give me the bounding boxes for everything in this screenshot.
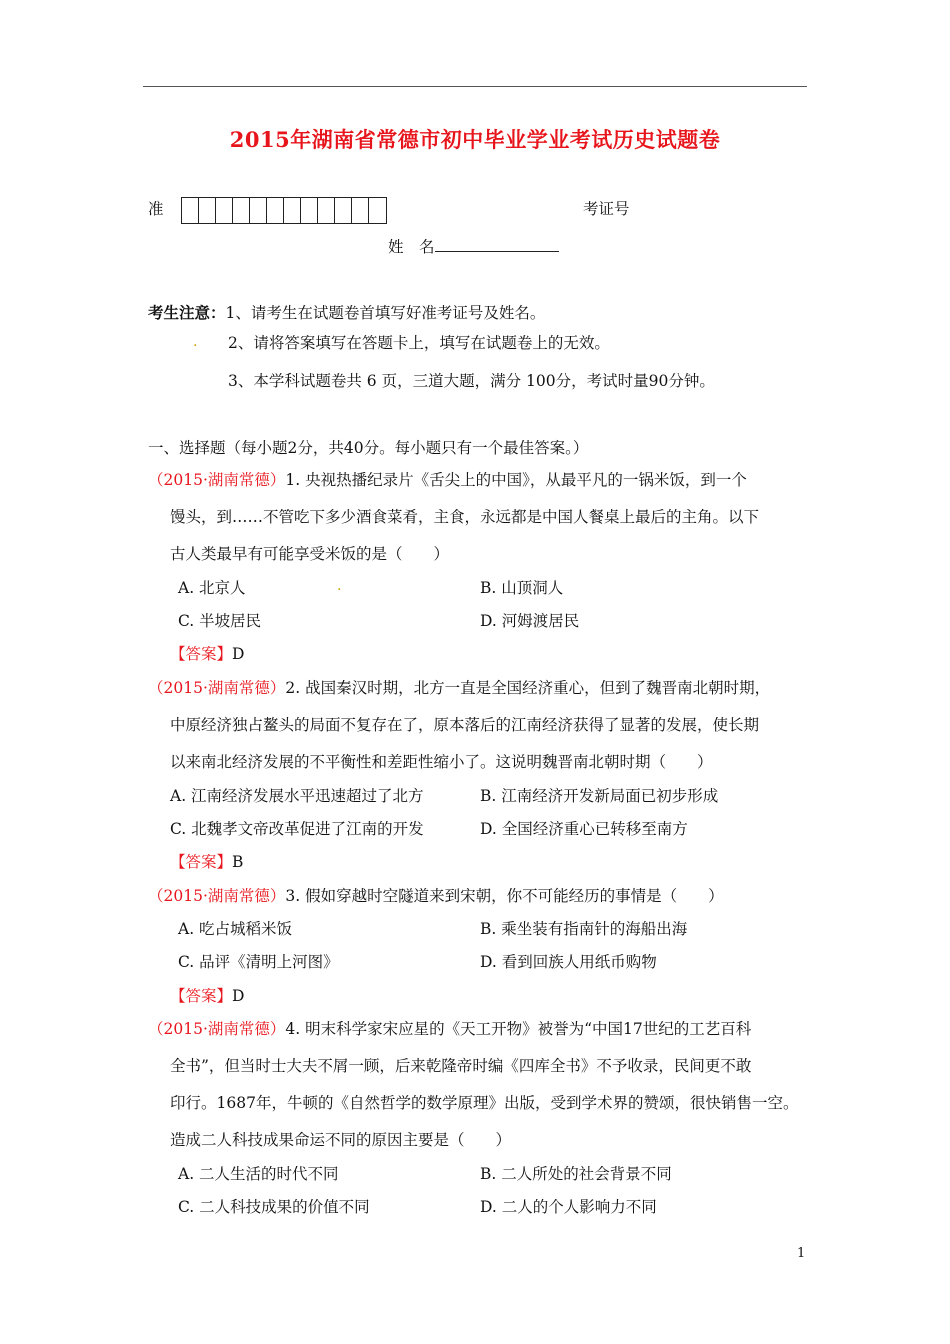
notice-line-1 (148, 301, 545, 323)
question-source: （2015·湖南常德） (148, 471, 286, 489)
option-d[interactable]: D. 全国经济重心已转移至南方 (480, 820, 688, 838)
question-source: （2015·湖南常德） (148, 1020, 286, 1038)
stray-dot: . (193, 334, 198, 350)
digit-box[interactable] (216, 198, 233, 223)
question-text: 3. 假如穿越时空隧道来到宋朝，你不可能经历的事情是（ ） (285, 887, 724, 905)
digit-box[interactable] (352, 198, 369, 223)
answer-value: B (232, 853, 244, 871)
answer-label: 【答案】 (170, 987, 233, 1005)
question-text: 4. 明末科学家宋应星的《天工开物》被誉为“中国17世纪的工艺百科 (285, 1020, 752, 1038)
question-source: （2015·湖南常德） (148, 679, 286, 697)
digit-box[interactable] (199, 198, 216, 223)
option-d[interactable]: D. 河姆渡居民 (480, 612, 580, 630)
question-text: 古人类最早有可能享受米饭的是（ ） (170, 545, 450, 563)
option-d[interactable]: D. 二人的个人影响力不同 (480, 1198, 657, 1216)
answer-value: D (232, 645, 245, 663)
option-c[interactable]: C. 半坡居民 (178, 612, 262, 630)
question-1-line (148, 468, 747, 490)
digit-box[interactable] (284, 198, 301, 223)
option-d[interactable]: D. 看到回族人用纸币购物 (480, 953, 657, 971)
option-a[interactable]: A. 江南经济发展水平迅速超过了北方 (170, 787, 424, 805)
name-underline[interactable] (435, 237, 559, 252)
zhun-label: 准 (148, 200, 164, 218)
answer-label: 【答案】 (170, 853, 233, 871)
header-rule (143, 86, 807, 87)
question-text: 造成二人科技成果命运不同的原因主要是（ ） (170, 1131, 512, 1149)
answer-line (170, 642, 244, 664)
digit-box[interactable] (250, 198, 267, 223)
name-label: 姓 名 (388, 238, 435, 256)
question-3-line (148, 884, 724, 906)
question-text: 中原经济独占鳌头的局面不复存在了，原本落后的江南经济获得了显著的发展，使长期 (170, 716, 760, 734)
kaozheng-label: 考证号 (583, 200, 630, 218)
option-a[interactable]: A. 北京人 (178, 579, 246, 597)
question-text: 馒头，到……不管吃下多少酒食菜肴，主食，永远都是中国人餐桌上最后的主角。以下 (170, 508, 760, 526)
option-a[interactable]: A. 二人生活的时代不同 (178, 1165, 339, 1183)
digit-box[interactable] (233, 198, 250, 223)
question-4-line (148, 1017, 751, 1039)
digit-box[interactable] (267, 198, 284, 223)
digit-box[interactable] (182, 198, 199, 223)
question-text: 以来南北经济发展的不平衡性和差距性缩小了。这说明魏晋南北朝时期（ ） (170, 753, 713, 771)
option-c[interactable]: C. 二人科技成果的价值不同 (178, 1198, 370, 1216)
question-text: 印行。1687年，牛顿的《自然哲学的数学原理》出版，受到学术界的赞颂，很快销售一空。 (170, 1094, 799, 1112)
question-text: 2. 战国秦汉时期，北方一直是全国经济重心，但到了魏晋南北朝时期， (285, 679, 771, 697)
answer-value: D (232, 987, 245, 1005)
option-b[interactable]: B. 山顶洞人 (480, 579, 564, 597)
exam-number-boxes[interactable] (181, 197, 387, 224)
digit-box[interactable] (369, 198, 386, 223)
question-2-line (148, 676, 770, 698)
notice-item: 2、请将答案填写在答题卡上，填写在试题卷上的无效。 (228, 334, 610, 352)
question-text: 全书”，但当时士大夫不屑一顾，后来乾隆帝时编《四库全书》不予收录，民间更不敢 (170, 1057, 752, 1075)
option-b[interactable]: B. 二人所处的社会背景不同 (480, 1165, 672, 1183)
option-a[interactable]: A. 吃占城稻米饭 (178, 920, 293, 938)
answer-line (170, 850, 243, 872)
page-title: 2015年湖南省常德市初中毕业学业考试历史试题卷 (229, 127, 721, 152)
digit-box[interactable] (301, 198, 318, 223)
option-b[interactable]: B. 乘坐装有指南针的海船出海 (480, 920, 688, 938)
option-c[interactable]: C. 品评《清明上河图》 (178, 953, 339, 971)
notice-item: 3、本学科试题卷共 6 页，三道大题，满分 100分，考试时量90分钟。 (228, 372, 715, 390)
notice-item: 1、请考生在试题卷首填写好准考证号及姓名。 (225, 304, 546, 322)
digit-box[interactable] (318, 198, 335, 223)
question-text: 1. 央视热播纪录片《舌尖上的中国》，从最平凡的一锅米饭，到一个 (285, 471, 747, 489)
option-b[interactable]: B. 江南经济开发新局面已初步形成 (480, 787, 719, 805)
page-number: 1 (797, 1246, 806, 1261)
name-field[interactable] (388, 235, 559, 257)
stray-dot: . (337, 578, 342, 594)
digit-box[interactable] (335, 198, 352, 223)
section-heading: 一、选择题（每小题2分，共40分。每小题只有一个最佳答案。） (148, 439, 589, 457)
answer-label: 【答案】 (170, 645, 233, 663)
option-c[interactable]: C. 北魏孝文帝改革促进了江南的开发 (170, 820, 424, 838)
notice-label: 考生注意： (148, 303, 226, 322)
question-source: （2015·湖南常德） (148, 887, 286, 905)
answer-line (170, 984, 244, 1006)
